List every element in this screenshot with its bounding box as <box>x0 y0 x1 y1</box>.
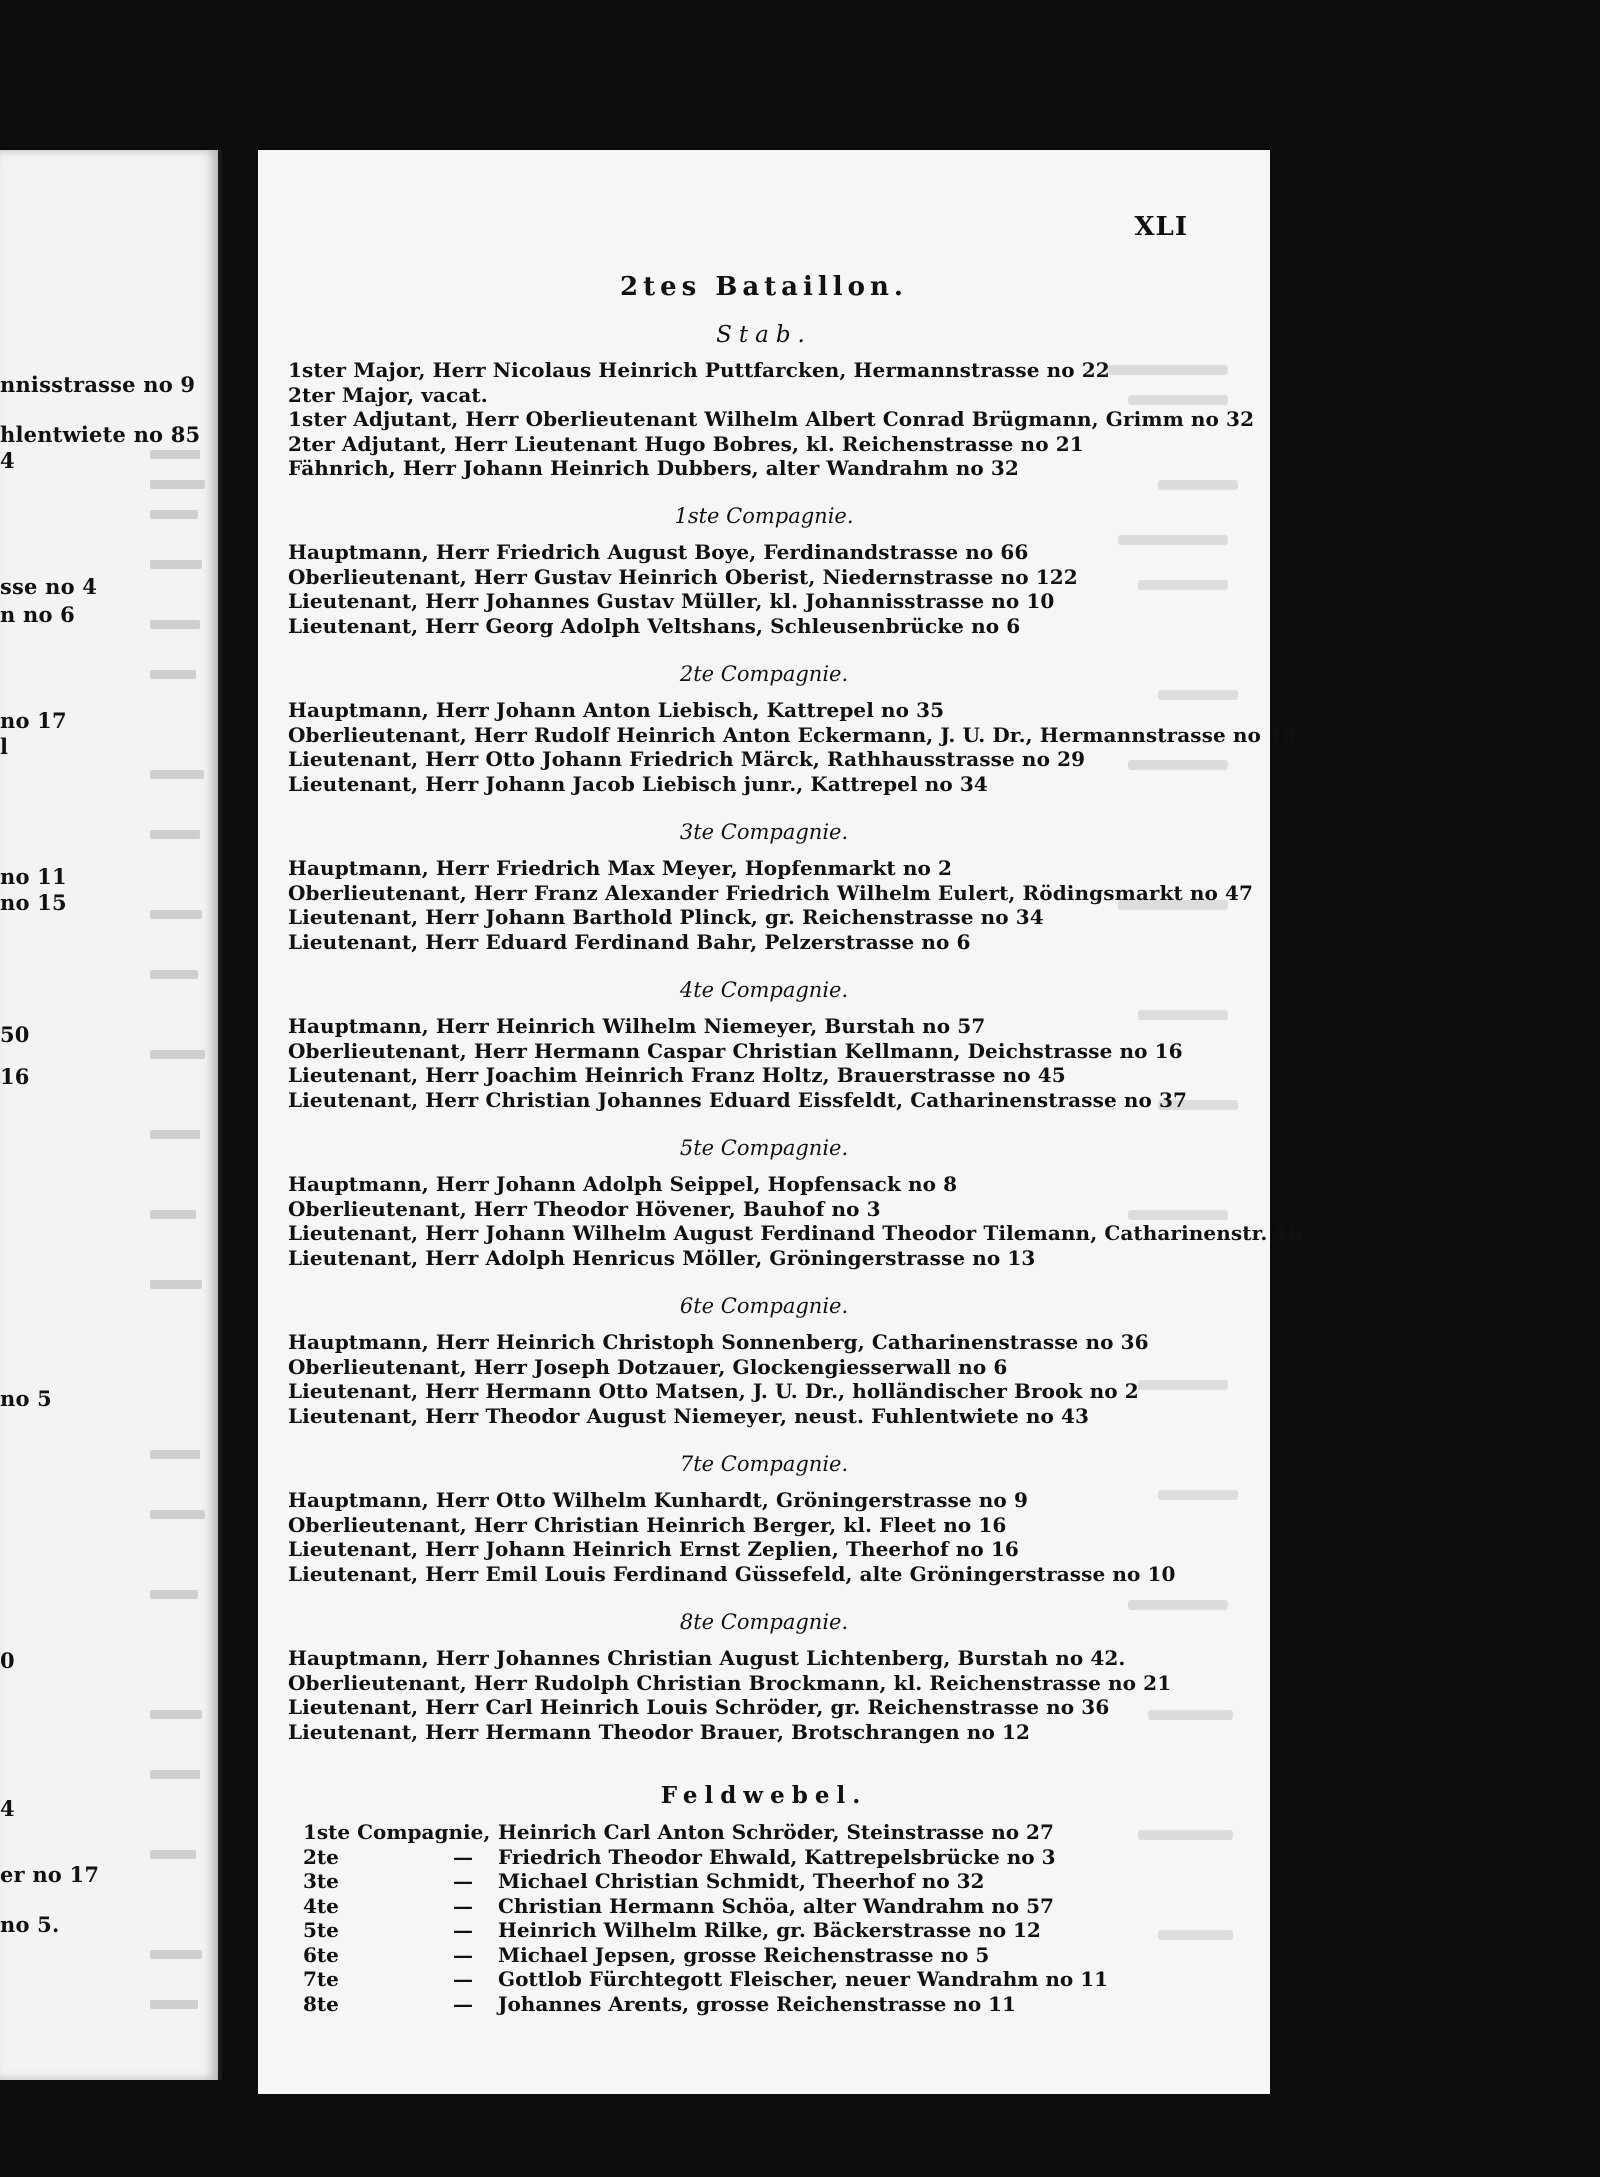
company-entry: Lieutenant, Herr Johann Heinrich Ernst Zeplien, Theerhof no 16 <box>288 1537 1019 1561</box>
feldwebel-company: 4te <box>303 1893 339 1918</box>
left-fragment: no 5. <box>0 1912 60 1937</box>
company-list <box>288 540 1240 638</box>
company-list <box>288 1646 1240 1744</box>
company-entry: Oberlieutenant, Herr Joseph Dotzauer, Glockengiesserwall no 6 <box>288 1354 1008 1379</box>
left-fragment: 4 <box>0 448 15 473</box>
left-fragment: sse no 4 <box>0 574 98 599</box>
feldwebel-company: 3te <box>303 1869 339 1893</box>
staff-entry: 1ster Major, Herr Nicolaus Heinrich Puttfarcken, Hermannstrasse no 22 <box>288 358 1110 382</box>
company-entry: Hauptmann, Herr Heinrich Christoph Sonnenberg, Catharinenstrasse no 36 <box>288 1330 1149 1354</box>
company-entry: Oberlieutenant, Herr Hermann Caspar Christian Kellmann, Deichstrasse no 16 <box>288 1038 1183 1063</box>
company-entry: Lieutenant, Herr Johann Jacob Liebisch junr., Kattrepel no 34 <box>288 771 988 796</box>
feldwebel-entry: Michael Jepsen, grosse Reichenstrasse no 5 <box>498 1942 990 1967</box>
feldwebel-list <box>303 1820 1240 2016</box>
feldwebel-company: 6te <box>303 1942 339 1967</box>
section-title: 2tes Bataillon. <box>620 272 908 302</box>
company-heading: 4te Compagnie. <box>679 978 849 1002</box>
left-fragment: 4 <box>0 1796 15 1821</box>
page-number: XLI <box>1134 212 1188 242</box>
left-fragment: er no 17 <box>0 1862 100 1887</box>
company-entry: Oberlieutenant, Herr Theodor Hövener, Bauhof no 3 <box>288 1196 881 1221</box>
company-entry: Hauptmann, Herr Johannes Christian August Lichtenberg, Burstah no 42. <box>288 1646 1126 1670</box>
company-entry: Lieutenant, Herr Hermann Theodor Brauer, Brotschrangen no 12 <box>288 1719 1030 1744</box>
main-page <box>258 150 1303 2094</box>
company-entry: Hauptmann, Herr Friedrich August Boye, Ferdinandstrasse no 66 <box>288 540 1029 564</box>
company-entry: Lieutenant, Herr Theodor August Niemeyer, neust. Fuhlentwiete no 43 <box>288 1403 1090 1428</box>
feldwebel-company: 8te <box>303 1991 339 2016</box>
company-entry: Lieutenant, Herr Johann Barthold Plinck, gr. Reichenstrasse no 34 <box>288 905 1044 929</box>
company-entry: Lieutenant, Herr Hermann Otto Matsen, J. U. Dr., holländischer Brook no 2 <box>288 1379 1139 1403</box>
feldwebel-row <box>303 1869 1240 1894</box>
feldwebel-entry: Johannes Arents, grosse Reichenstrasse no 11 <box>498 1991 1016 2016</box>
feldwebel-dash: — <box>453 1991 473 2016</box>
company-entry: Oberlieutenant, Herr Rudolph Christian Brockmann, kl. Reichenstrasse no 21 <box>288 1670 1172 1695</box>
left-fragment: nnisstrasse no 9 <box>0 372 196 397</box>
company-list <box>288 698 1297 796</box>
company-entry: Lieutenant, Herr Emil Louis Ferdinand Güssefeld, alte Gröningerstrasse no 10 <box>288 1561 1176 1586</box>
company-heading: 7te Compagnie. <box>679 1452 849 1476</box>
company-heading: 2te Compagnie. <box>679 662 849 686</box>
company-entry: Hauptmann, Herr Johann Anton Liebisch, Kattrepel no 35 <box>288 698 945 722</box>
left-fragment: 0 <box>0 1648 15 1673</box>
feldwebel-dash: — <box>453 1918 473 1942</box>
feldwebel-company: 1ste Compagnie, <box>303 1820 491 1844</box>
staff-entry: 1ster Adjutant, Herr Oberlieutenant Wilhelm Albert Conrad Brügmann, Grimm no 32 <box>288 407 1255 431</box>
company-entry: Oberlieutenant, Herr Gustav Heinrich Oberist, Niedernstrasse no 122 <box>288 564 1078 589</box>
company-heading: 5te Compagnie. <box>679 1136 849 1160</box>
company-entry: Oberlieutenant, Herr Franz Alexander Friedrich Wilhelm Eulert, Rödingsmarkt no 47 <box>288 880 1254 905</box>
left-fragment: no 11 <box>0 864 67 889</box>
company-entry: Lieutenant, Herr Eduard Ferdinand Bahr, Pelzerstrasse no 6 <box>288 929 971 954</box>
left-page-fragment <box>0 150 222 2080</box>
feldwebel-entry: Heinrich Wilhelm Rilke, gr. Bäckerstrasse no 12 <box>498 1918 1041 1942</box>
company-entry: Oberlieutenant, Herr Christian Heinrich Berger, kl. Fleet no 16 <box>288 1512 1007 1537</box>
staff-entry: 2ter Adjutant, Herr Lieutenant Hugo Bobres, kl. Reichenstrasse no 21 <box>288 431 1084 456</box>
company-entry: Lieutenant, Herr Johannes Gustav Müller, kl. Johannisstrasse no 10 <box>288 589 1055 613</box>
feldwebel-dash <box>428 1820 498 1845</box>
company-list <box>288 856 1254 954</box>
feldwebel-dash: — <box>453 1967 473 1991</box>
company-heading: 1ste Compagnie. <box>674 504 854 528</box>
feldwebel-row <box>303 1918 1240 1943</box>
left-fragment: no 5 <box>0 1386 52 1411</box>
feldwebel-entry: Friedrich Theodor Ehwald, Kattrepelsbrücke no 3 <box>498 1844 1056 1869</box>
left-fragment: no 15 <box>0 890 67 915</box>
staff-entry: Fähnrich, Herr Johann Heinrich Dubbers, alter Wandrahm no 32 <box>288 456 1019 480</box>
company-entry: Lieutenant, Herr Johann Wilhelm August Ferdinand Theodor Tilemann, Catharinenstr. 16 <box>288 1221 1303 1245</box>
feldwebel-row <box>303 1943 1240 1968</box>
feldwebel-row <box>303 1894 1240 1919</box>
company-list <box>288 1330 1240 1428</box>
company-heading: 6te Compagnie. <box>679 1294 849 1318</box>
feldwebel-dash: — <box>453 1869 473 1893</box>
feldwebel-row <box>303 1845 1240 1870</box>
company-entry: Lieutenant, Herr Otto Johann Friedrich Märck, Rathhausstrasse no 29 <box>288 747 1086 771</box>
left-fragment: 50 <box>0 1022 30 1047</box>
company-list <box>288 1014 1240 1112</box>
company-entry: Hauptmann, Herr Heinrich Wilhelm Niemeyer, Burstah no 57 <box>288 1014 986 1038</box>
feldwebel-company: 7te <box>303 1967 339 1991</box>
company-list <box>288 1172 1303 1270</box>
staff-entry: 2ter Major, vacat. <box>288 382 488 407</box>
staff-heading: Stab. <box>716 322 812 348</box>
feldwebel-entry: Michael Christian Schmidt, Theerhof no 32 <box>498 1869 985 1893</box>
company-heading: 8te Compagnie. <box>679 1610 849 1634</box>
feldwebel-row <box>303 1967 1240 1992</box>
feldwebel-entry: Christian Hermann Schöa, alter Wandrahm no 57 <box>498 1893 1054 1918</box>
feldwebel-entry: Heinrich Carl Anton Schröder, Steinstrasse no 27 <box>498 1820 1054 1844</box>
feldwebel-dash: — <box>453 1942 473 1967</box>
company-entry: Lieutenant, Herr Georg Adolph Veltshans, Schleusenbrücke no 6 <box>288 613 1021 638</box>
company-entry: Hauptmann, Herr Johann Adolph Seippel, Hopfensack no 8 <box>288 1172 958 1196</box>
left-fragment: 16 <box>0 1064 30 1089</box>
left-fragment: no 17 <box>0 708 67 733</box>
company-list <box>288 1488 1240 1586</box>
feldwebel-entry: Gottlob Fürchtegott Fleischer, neuer Wandrahm no 11 <box>498 1967 1109 1991</box>
left-fragment: l <box>0 734 9 759</box>
company-entry: Hauptmann, Herr Otto Wilhelm Kunhardt, Gröningerstrasse no 9 <box>288 1488 1028 1512</box>
feldwebel-dash: — <box>453 1893 473 1918</box>
staff-list <box>288 358 1255 481</box>
company-entry: Lieutenant, Herr Joachim Heinrich Franz Holtz, Brauerstrasse no 45 <box>288 1063 1066 1087</box>
left-fragment: n no 6 <box>0 602 75 627</box>
company-heading: 3te Compagnie. <box>679 820 849 844</box>
company-entry: Lieutenant, Herr Adolph Henricus Möller, Gröningerstrasse no 13 <box>288 1245 1036 1270</box>
feldwebel-row <box>303 1992 1240 2017</box>
feldwebel-dash: — <box>453 1844 473 1869</box>
company-entry: Lieutenant, Herr Christian Johannes Eduard Eissfeldt, Catharinenstrasse no 37 <box>288 1087 1188 1112</box>
feldwebel-row <box>303 1820 1240 1845</box>
feldwebel-heading: Feldwebel. <box>660 1782 868 1809</box>
left-fragment: hlentwiete no 85 <box>0 422 201 447</box>
company-entry: Oberlieutenant, Herr Rudolf Heinrich Anton Eckermann, J. U. Dr., Hermannstrasse no 18 <box>288 722 1297 747</box>
feldwebel-company: 5te <box>303 1918 339 1942</box>
company-entry: Hauptmann, Herr Friedrich Max Meyer, Hopfenmarkt no 2 <box>288 856 952 880</box>
company-entry: Lieutenant, Herr Carl Heinrich Louis Schröder, gr. Reichenstrasse no 36 <box>288 1695 1110 1719</box>
feldwebel-company: 2te <box>303 1844 339 1869</box>
